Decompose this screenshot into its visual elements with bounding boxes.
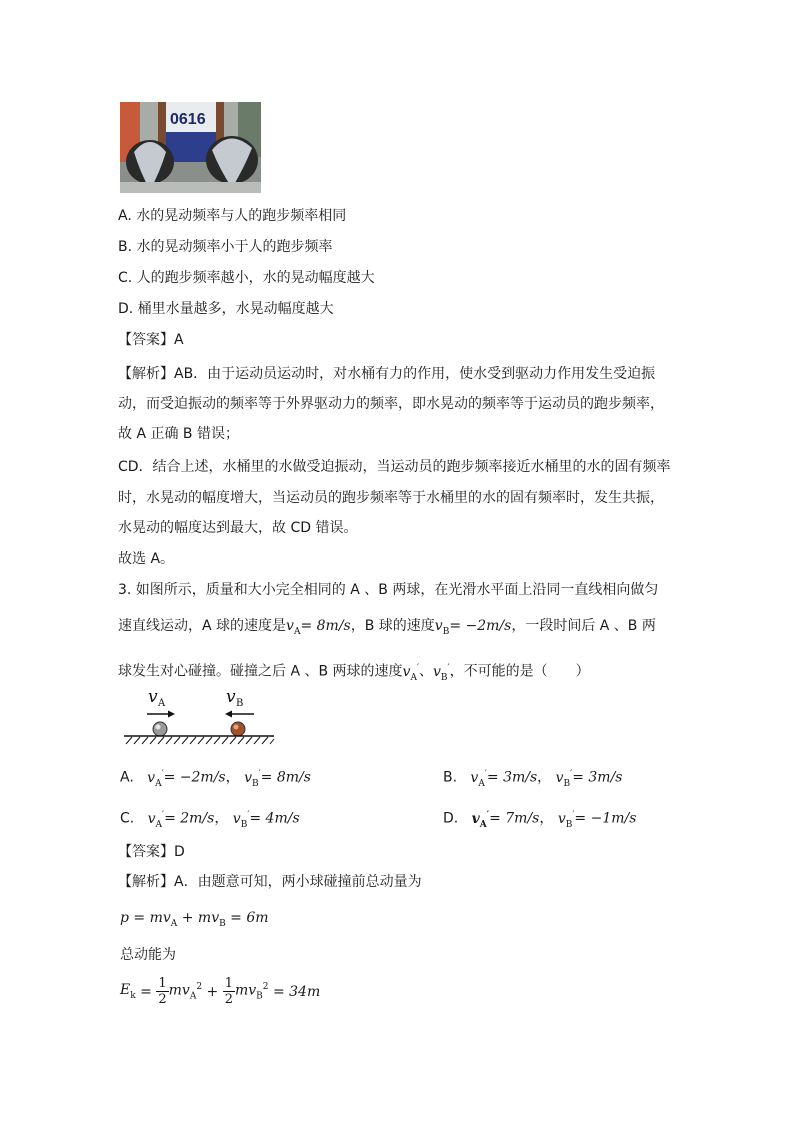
q2-analysis-line-4: CD．结合上述，水桶里的水做受迫振动，当运动员的跑步频率接近水桶里的水的固有频率 [118, 459, 671, 475]
q3-option-d: D. $v_A'= 7m/s$， $v_B'= -1m/s$ [443, 810, 637, 830]
fraction-half-2: $\frac{1}{2}$ [224, 976, 233, 1007]
va-label-sub: A [158, 698, 166, 709]
arrow-right-icon [147, 711, 175, 718]
ball-b [231, 722, 245, 736]
vb-symbol: $v_B$ [434, 618, 450, 637]
collision-diagram [120, 686, 280, 746]
arrow-left-icon [225, 711, 254, 718]
q3-option-c: C. $v_A'= 2m/s$， $v_B'= 4m/s$ [120, 810, 300, 830]
q3-answer: 【答案】D [118, 844, 185, 860]
q3-option-a: A. $v_A'= -2m/s$， $v_B'= 8m/s$ [120, 769, 311, 789]
bib-number: 0616 [170, 111, 206, 128]
q3-stem-line-3: 球发生对心碰撞。碰撞之后 A 、B 两球的速度$v_A'$、$v_B'$，不可能的是（ ） [118, 663, 590, 683]
q3-stem-line-1: 3. 如图所示，质量和大小完全相同的 A 、B 两球，在光滑水平面上沿同一直线相向做匀 [118, 582, 659, 598]
kinetic-energy-label: 总动能为 [120, 947, 176, 963]
vb-label: v [226, 687, 236, 707]
vb-label-sub: B [236, 698, 244, 709]
q3-stem-line-2: 速直线运动，A 球的速度是$v_A= 8m/s$，B 球的速度$v_B= -2m/s$，一段时间后 A 、B 两 [118, 618, 656, 637]
runner-buckets-photo [120, 102, 261, 193]
q2-analysis-line-1: 【解析】AB．由于运动员运动时，对水桶有力的作用，使水受到驱动力作用发生受迫振 [118, 366, 656, 382]
q3-option-b: B. $v_A'= 3m/s$， $v_B'= 3m/s$ [443, 769, 623, 789]
q2-conclusion: 故选 A。 [118, 551, 175, 567]
q2-option-d: D. 桶里水量越多，水晃动幅度越大 [118, 301, 334, 317]
q3-analysis-line-1: 【解析】A．由题意可知，两小球碰撞前总动量为 [118, 874, 422, 890]
va-symbol: $v_A$ [286, 618, 301, 637]
va-prime-symbol: $v_A'$ [402, 663, 419, 683]
ball-a [153, 722, 167, 736]
ground-hatching [126, 737, 274, 744]
momentum-equation: $p = mv_A + mv_B = 6m$ [120, 910, 269, 929]
q2-analysis-line-3: 故 A 正确 B 错误； [118, 426, 239, 442]
va-label: v [148, 687, 158, 707]
q2-option-c: C. 人的跑步频率越小，水的晃动幅度越大 [118, 270, 375, 286]
kinetic-energy-equation: $E_k$ = $\frac{1}{2}$ $mv_A^2$ + $\frac{1}{2}$ $mv_B^2 = 34m$ [120, 976, 321, 1007]
q2-option-b: B. 水的晃动频率小于人的跑步频率 [118, 239, 333, 255]
q2-analysis-line-2: 动，而受迫振动的频率等于外界驱动力的频率，即水晃动的频率等于运动员的跑步频率， [118, 396, 664, 412]
fraction-half-1: $\frac{1}{2}$ [158, 976, 167, 1007]
q2-analysis-line-6: 水晃动的幅度达到最大，故 CD 错误。 [118, 520, 358, 536]
q2-analysis-line-5: 时，水晃动的幅度增大，当运动员的跑步频率等于水桶里的水的固有频率时，发生共振， [118, 490, 664, 506]
q2-option-a: A. 水的晃动频率与人的跑步频率相同 [118, 208, 347, 224]
q2-answer: 【答案】A [118, 332, 184, 348]
vb-prime-symbol: $v_B'$ [433, 663, 450, 683]
